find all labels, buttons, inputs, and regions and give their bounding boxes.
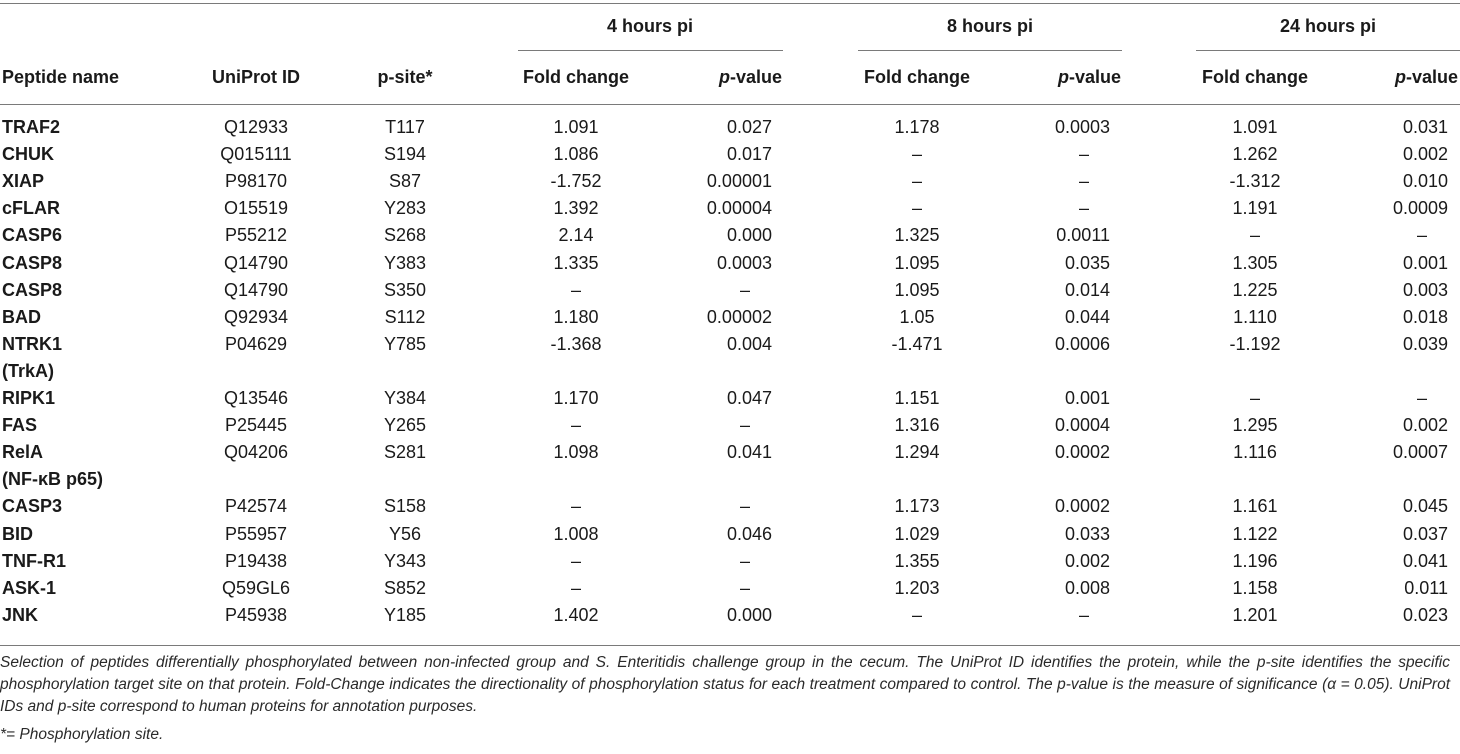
- peptide-name: CHUK: [2, 144, 54, 165]
- peptide-name: CASP8: [2, 252, 63, 273]
- p-value-4h: 0.000: [726, 604, 772, 625]
- fold-change-24h: 1.158: [1232, 577, 1278, 598]
- uniprot-id: Q13546: [223, 388, 289, 408]
- fold-change-24h: -1.312: [1229, 171, 1281, 192]
- fold-change-4h: 1.086: [553, 144, 599, 165]
- header-bottom-rule: [0, 104, 1460, 105]
- uniprot-id: Q14790: [223, 279, 289, 300]
- p-value-4h: 0.000: [726, 225, 772, 246]
- fold-change-4h: –: [570, 577, 582, 598]
- fold-change-4h: –: [570, 496, 582, 517]
- fold-change-8h: –: [911, 171, 923, 192]
- uniprot-id: P98170: [224, 171, 288, 192]
- fold-change-8h: 1.05: [899, 306, 935, 327]
- fold-change-24h: -1.192: [1229, 333, 1281, 354]
- fold-change-4h: –: [570, 415, 582, 436]
- fold-change-8h: –: [911, 144, 923, 165]
- peptide-name: TRAF2: [2, 117, 60, 137]
- fold-change-4h: –: [570, 550, 582, 571]
- p-value-4h: 0.00001: [706, 171, 772, 192]
- footnote-symbol: *= Phosphorylation site.: [0, 726, 164, 743]
- p-value-4h: 0.0003: [716, 252, 772, 273]
- p-value-24h: 0.045: [1402, 496, 1448, 517]
- col-header-psite: p-site*: [377, 67, 433, 87]
- fold-change-24h: –: [1249, 225, 1261, 246]
- group-underline-4h: [518, 50, 783, 51]
- fold-change-24h: 1.225: [1232, 279, 1278, 300]
- p-site: S158: [383, 496, 427, 517]
- p-value-8h: 0.0002: [1054, 442, 1110, 463]
- p-site: S852: [383, 577, 427, 598]
- fold-change-8h: -1.471: [891, 333, 943, 354]
- fold-change-8h: 1.316: [894, 415, 940, 436]
- fold-change-8h: 1.029: [894, 523, 940, 544]
- peptide-name: CASP3: [2, 496, 63, 517]
- p-value-8h: 0.0004: [1054, 415, 1110, 436]
- fold-change-4h: 1.392: [553, 198, 599, 219]
- table-bottom-rule: [0, 645, 1460, 646]
- p-value-4h: 0.027: [726, 117, 772, 137]
- table-caption: Selection of peptides differentially phosphorylated between non-infected group and S. Enteritidis challenge group in the cecum. The UniProt ID identifies the protein, while the p-site identifies the specific phosphorylation target site on that protein. Fold-Change indicates the directionality of phosphorylation status for each treatment compared to control. The p-value is the measure of significance (α = 0.05). UniProt IDs and p-site correspond to human proteins for annotation purposes.: [0, 654, 1450, 715]
- peptide-name: XIAP: [2, 171, 45, 192]
- p-site: Y343: [383, 550, 427, 571]
- col-header-pvalue-4h: p-value: [718, 67, 782, 87]
- fold-change-4h: 1.402: [553, 604, 599, 625]
- p-value-8h: 0.035: [1064, 252, 1110, 273]
- fold-change-8h: 1.325: [894, 225, 940, 246]
- p-value-24h: –: [1416, 225, 1428, 246]
- p-value-4h: –: [739, 279, 751, 300]
- p-value-4h: –: [739, 577, 751, 598]
- p-site: S112: [384, 306, 426, 327]
- p-value-8h: 0.0002: [1054, 496, 1110, 517]
- fold-change-4h: 1.335: [553, 252, 599, 273]
- fold-change-4h: -1.368: [550, 333, 602, 354]
- p-value-8h: –: [1078, 171, 1090, 192]
- p-site: S87: [388, 171, 422, 192]
- group-header-8h: 8 hours pi: [946, 16, 1034, 36]
- uniprot-id: Q92934: [223, 306, 289, 327]
- p-value-4h: 0.017: [726, 144, 772, 165]
- fold-change-8h: 1.095: [894, 252, 940, 273]
- group-header-24h: 24 hours pi: [1279, 16, 1377, 36]
- p-value-4h: –: [739, 550, 751, 571]
- fold-change-8h: 1.203: [894, 577, 940, 598]
- fold-change-8h: –: [911, 604, 923, 625]
- fold-change-4h: 1.091: [553, 117, 599, 137]
- peptide-name: cFLAR: [2, 198, 60, 219]
- uniprot-id: O15519: [223, 198, 289, 219]
- p-site: Y185: [383, 604, 427, 625]
- fold-change-24h: 1.116: [1233, 442, 1277, 463]
- p-site: S281: [383, 442, 427, 463]
- fold-change-8h: 1.151: [894, 388, 940, 408]
- p-value-8h: 0.044: [1064, 306, 1110, 327]
- p-site: S194: [383, 144, 427, 165]
- p-value-4h: 0.041: [726, 442, 772, 463]
- uniprot-id: P42574: [224, 496, 288, 517]
- fold-change-8h: 1.173: [894, 496, 940, 517]
- peptide-name: FAS: [2, 415, 38, 436]
- peptide-name: CASP8: [2, 279, 63, 300]
- p-site: Y384: [383, 388, 427, 408]
- p-value-24h: 0.041: [1402, 550, 1448, 571]
- fold-change-24h: 1.201: [1232, 604, 1278, 625]
- peptide-name: RIPK1: [2, 388, 56, 408]
- uniprot-id: Q59GL6: [221, 577, 291, 598]
- p-value-24h: 0.002: [1402, 144, 1448, 165]
- fold-change-24h: 1.091: [1232, 117, 1278, 137]
- peptide-name: ASK-1: [2, 577, 57, 598]
- group-underline-8h: [858, 50, 1122, 51]
- p-site: Y56: [388, 523, 422, 544]
- fold-change-8h: 1.095: [894, 279, 940, 300]
- peptide-name: CASP6: [2, 225, 63, 246]
- p-value-8h: 0.014: [1064, 279, 1110, 300]
- col-header-peptide: Peptide name: [2, 67, 120, 87]
- fold-change-8h: –: [911, 198, 923, 219]
- p-value-8h: –: [1078, 604, 1090, 625]
- p-value-24h: 0.001: [1402, 252, 1448, 273]
- p-value-24h: 0.031: [1402, 117, 1448, 137]
- fold-change-24h: 1.262: [1232, 144, 1278, 165]
- col-header-pvalue-24h: p-value: [1394, 67, 1458, 87]
- peptide-name: JNK: [2, 604, 39, 625]
- p-value-4h: –: [739, 415, 751, 436]
- p-value-8h: 0.0011: [1056, 225, 1110, 246]
- p-value-24h: 0.023: [1402, 604, 1448, 625]
- p-value-8h: 0.033: [1064, 523, 1110, 544]
- fold-change-24h: 1.196: [1232, 550, 1278, 571]
- uniprot-id: Q04206: [223, 442, 289, 463]
- p-value-8h: 0.0003: [1054, 117, 1110, 137]
- p-value-4h: –: [739, 496, 751, 517]
- p-value-4h: 0.004: [726, 333, 772, 354]
- col-header-fold-4h: Fold change: [522, 67, 630, 87]
- p-value-24h: 0.011: [1404, 577, 1448, 598]
- uniprot-id: P55212: [224, 225, 288, 246]
- p-value-24h: 0.0009: [1392, 198, 1448, 219]
- p-value-24h: –: [1416, 388, 1428, 408]
- p-site: Y283: [383, 198, 427, 219]
- p-value-8h: 0.002: [1064, 550, 1110, 571]
- fold-change-8h: 1.355: [894, 550, 940, 571]
- p-value-4h: 0.047: [726, 388, 772, 408]
- uniprot-id: Q12933: [223, 117, 289, 137]
- p-value-24h: 0.037: [1402, 523, 1448, 544]
- p-site: Y383: [383, 252, 427, 273]
- fold-change-8h: 1.294: [894, 442, 940, 463]
- p-value-4h: 0.00004: [706, 198, 772, 219]
- p-value-8h: 0.001: [1064, 388, 1110, 408]
- p-site: S268: [383, 225, 427, 246]
- group-header-4h: 4 hours pi: [606, 16, 694, 36]
- uniprot-id: P19438: [224, 550, 288, 571]
- peptide-name: RelA: [2, 442, 44, 463]
- col-header-fold-8h: Fold change: [863, 67, 971, 87]
- uniprot-id: P55957: [224, 523, 288, 544]
- fold-change-24h: –: [1249, 388, 1261, 408]
- p-site: Y785: [383, 333, 427, 354]
- p-value-24h: 0.002: [1402, 415, 1448, 436]
- p-site: S350: [383, 279, 427, 300]
- uniprot-id: P45938: [224, 604, 288, 625]
- fold-change-4h: –: [570, 279, 582, 300]
- p-value-4h: 0.00002: [706, 306, 772, 327]
- peptide-name: (TrkA): [2, 360, 55, 381]
- fold-change-24h: 1.122: [1232, 523, 1278, 544]
- p-site: T117: [385, 117, 425, 137]
- col-header-uniprot: UniProt ID: [212, 67, 300, 87]
- uniprot-id: Q14790: [223, 252, 289, 273]
- fold-change-24h: 1.161: [1232, 496, 1278, 517]
- col-header-fold-24h: Fold change: [1201, 67, 1309, 87]
- p-value-24h: 0.018: [1402, 306, 1448, 327]
- p-site: Y265: [383, 415, 427, 436]
- group-underline-24h: [1196, 50, 1460, 51]
- uniprot-id: Q015111: [220, 144, 292, 165]
- fold-change-8h: 1.178: [894, 117, 940, 137]
- table-top-rule: [0, 3, 1460, 4]
- fold-change-24h: 1.295: [1232, 415, 1278, 436]
- peptide-name: (NF-κB p65): [2, 469, 104, 490]
- uniprot-id: P04629: [224, 333, 288, 354]
- peptide-name: NTRK1: [2, 333, 63, 354]
- p-value-4h: 0.046: [726, 523, 772, 544]
- fold-change-4h: 2.14: [558, 225, 594, 246]
- fold-change-24h: 1.191: [1232, 198, 1278, 219]
- fold-change-4h: 1.008: [553, 523, 599, 544]
- fold-change-24h: 1.305: [1232, 252, 1278, 273]
- peptide-name: BID: [2, 523, 33, 544]
- fold-change-4h: 1.098: [553, 442, 599, 463]
- p-value-8h: –: [1078, 144, 1090, 165]
- col-header-pvalue-8h: p-value: [1057, 67, 1121, 87]
- fold-change-4h: 1.170: [553, 388, 599, 408]
- p-value-24h: 0.0007: [1392, 442, 1448, 463]
- peptide-name: BAD: [2, 306, 41, 327]
- uniprot-id: P25445: [224, 415, 288, 436]
- fold-change-4h: -1.752: [550, 171, 602, 192]
- fold-change-24h: 1.110: [1233, 306, 1277, 327]
- p-value-24h: 0.010: [1402, 171, 1448, 192]
- fold-change-4h: 1.180: [553, 306, 599, 327]
- peptide-name: TNF-R1: [2, 550, 66, 571]
- p-value-24h: 0.003: [1402, 279, 1448, 300]
- p-value-24h: 0.039: [1402, 333, 1448, 354]
- p-value-8h: 0.008: [1064, 577, 1110, 598]
- p-value-8h: –: [1078, 198, 1090, 219]
- p-value-8h: 0.0006: [1054, 333, 1110, 354]
